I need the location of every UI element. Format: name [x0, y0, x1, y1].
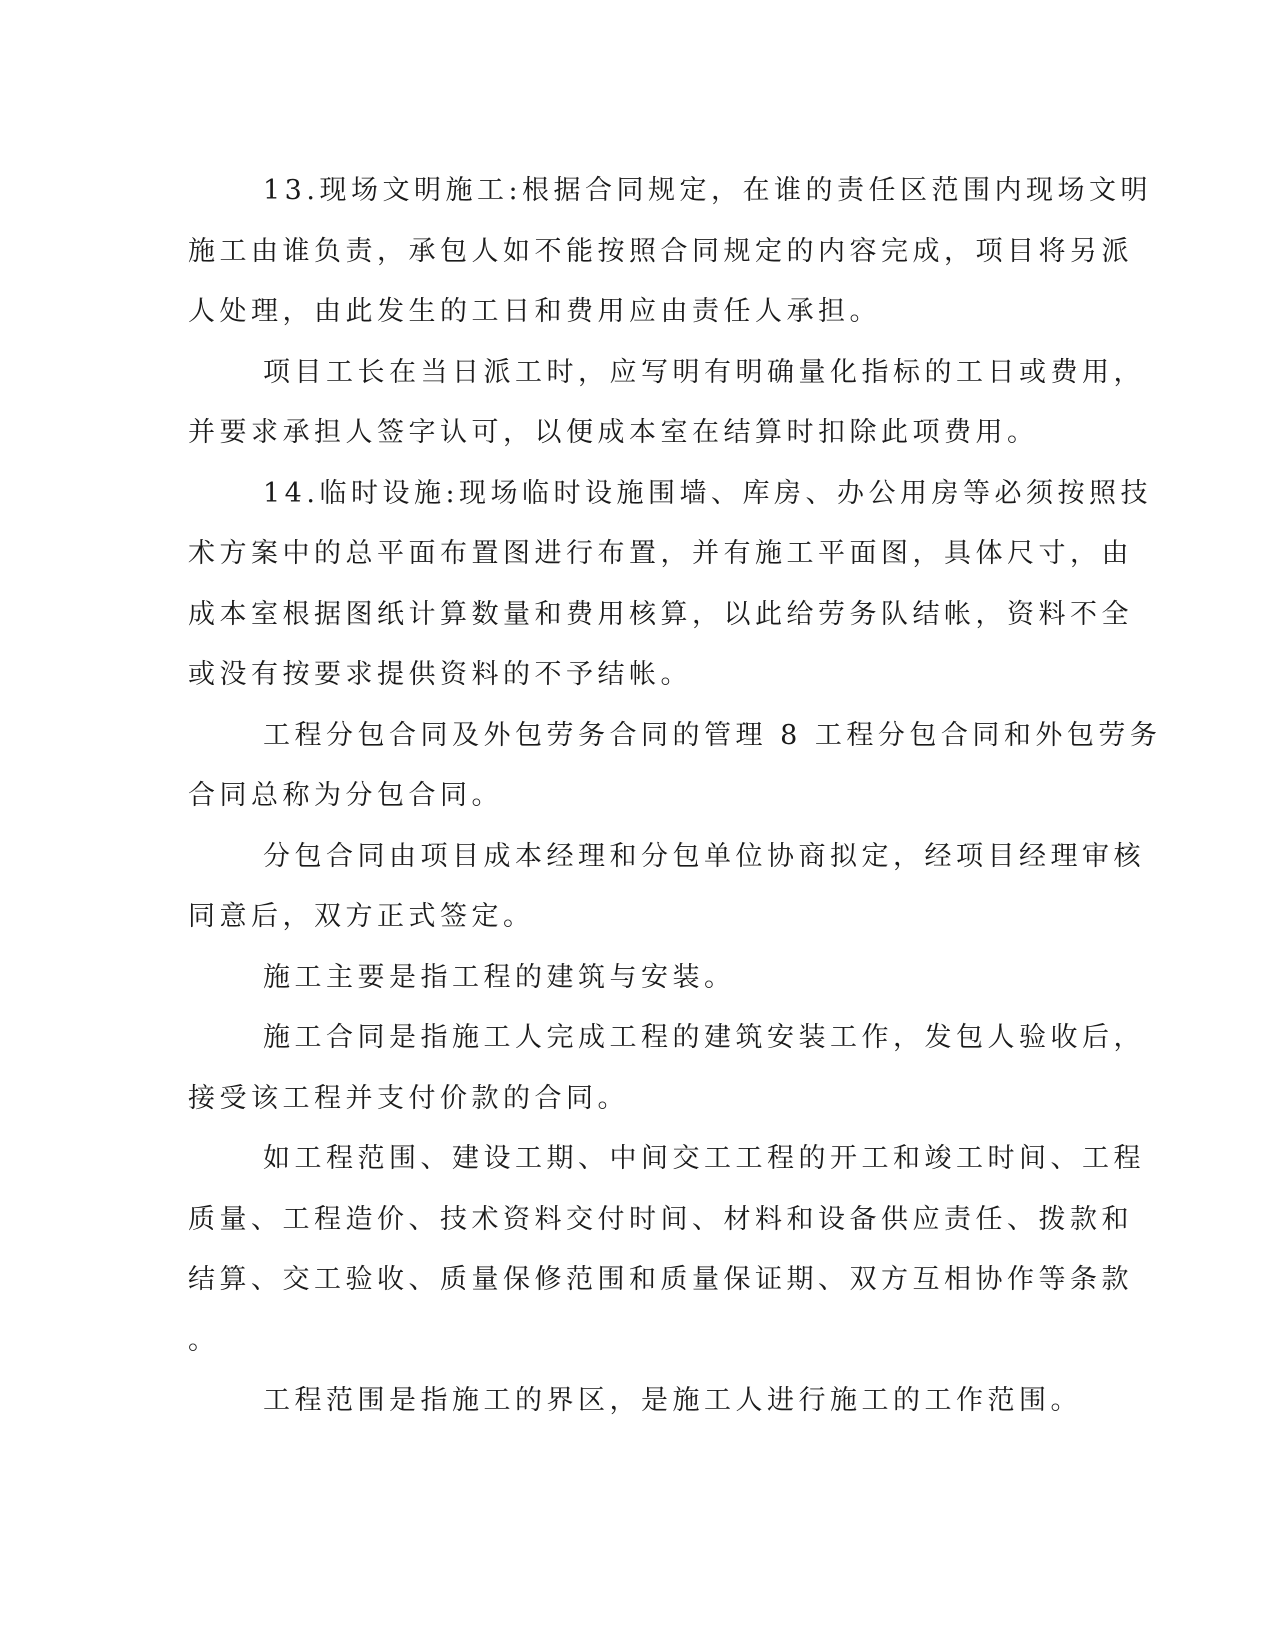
text-line: 术方案中的总平面布置图进行布置，并有施工平面图，具体尺寸，由: [188, 538, 1133, 569]
document-body: [188, 161, 1162, 1432]
text-line: 13.现场文明施工:根据合同规定，在谁的责任区范围内现场文明: [263, 175, 1153, 206]
text-line: 项目工长在当日派工时，应写明有明确量化指标的工日或费用，: [263, 356, 1145, 388]
paragraph-construction-contract: [188, 1008, 1145, 1129]
text-line: 工程分包合同及外包劳务合同的管理 8 工程分包合同和外包劳务: [263, 719, 1162, 751]
text-line: 合同总称为分包合同。: [188, 780, 503, 811]
paragraph-subcontract-management: [188, 706, 1162, 827]
text-line: 并要求承担人签字认可，以便成本室在结算时扣除此项费用。: [188, 417, 1039, 448]
paragraph-construction-definition: [188, 948, 1068, 1009]
text-line: 如工程范围、建设工期、中间交工工程的开工和竣工时间、工程: [263, 1143, 1145, 1174]
text-line: 施工由谁负责，承包人如不能按照合同规定的内容完成，项目将另派: [188, 235, 1133, 267]
text-line: 人处理，由此发生的工日和费用应由责任人承担。: [188, 296, 881, 327]
text-line: 或没有按要求提供资料的不予结帐。: [188, 659, 692, 690]
text-line: 结算、交工验收、质量保修范围和质量保证期、双方互相协作等条款: [188, 1264, 1133, 1295]
text-line: 。: [188, 1324, 220, 1356]
paragraph-contract-clauses: [188, 1129, 1145, 1371]
text-line: 分包合同由项目成本经理和分包单位协商拟定，经项目经理审核: [263, 840, 1145, 872]
paragraph-foreman-dispatch: [188, 343, 1145, 464]
text-line: 施工合同是指施工人完成工程的建筑安装工作，发包人验收后，: [263, 1022, 1145, 1053]
text-line: 14.临时设施:现场临时设施围墙、库房、办公用房等必须按照技: [263, 477, 1153, 509]
text-line: 工程范围是指施工的界区，是施工人进行施工的工作范围。: [263, 1385, 1082, 1416]
paragraph-subcontract-drafting: [188, 827, 1145, 948]
paragraph-scope-definition: [188, 1371, 1082, 1432]
text-line: 质量、工程造价、技术资料交付时间、材料和设备供应责任、拨款和: [188, 1203, 1133, 1235]
paragraph-temporary-facilities: [188, 464, 1153, 706]
text-line: 施工主要是指工程的建筑与安装。: [263, 961, 736, 993]
text-line: 同意后，双方正式签定。: [188, 901, 535, 932]
text-line: 接受该工程并支付价款的合同。: [188, 1082, 629, 1114]
paragraph-site-civilized-construction: [188, 161, 1153, 343]
text-line: 成本室根据图纸计算数量和费用核算，以此给劳务队结帐，资料不全: [188, 598, 1133, 630]
